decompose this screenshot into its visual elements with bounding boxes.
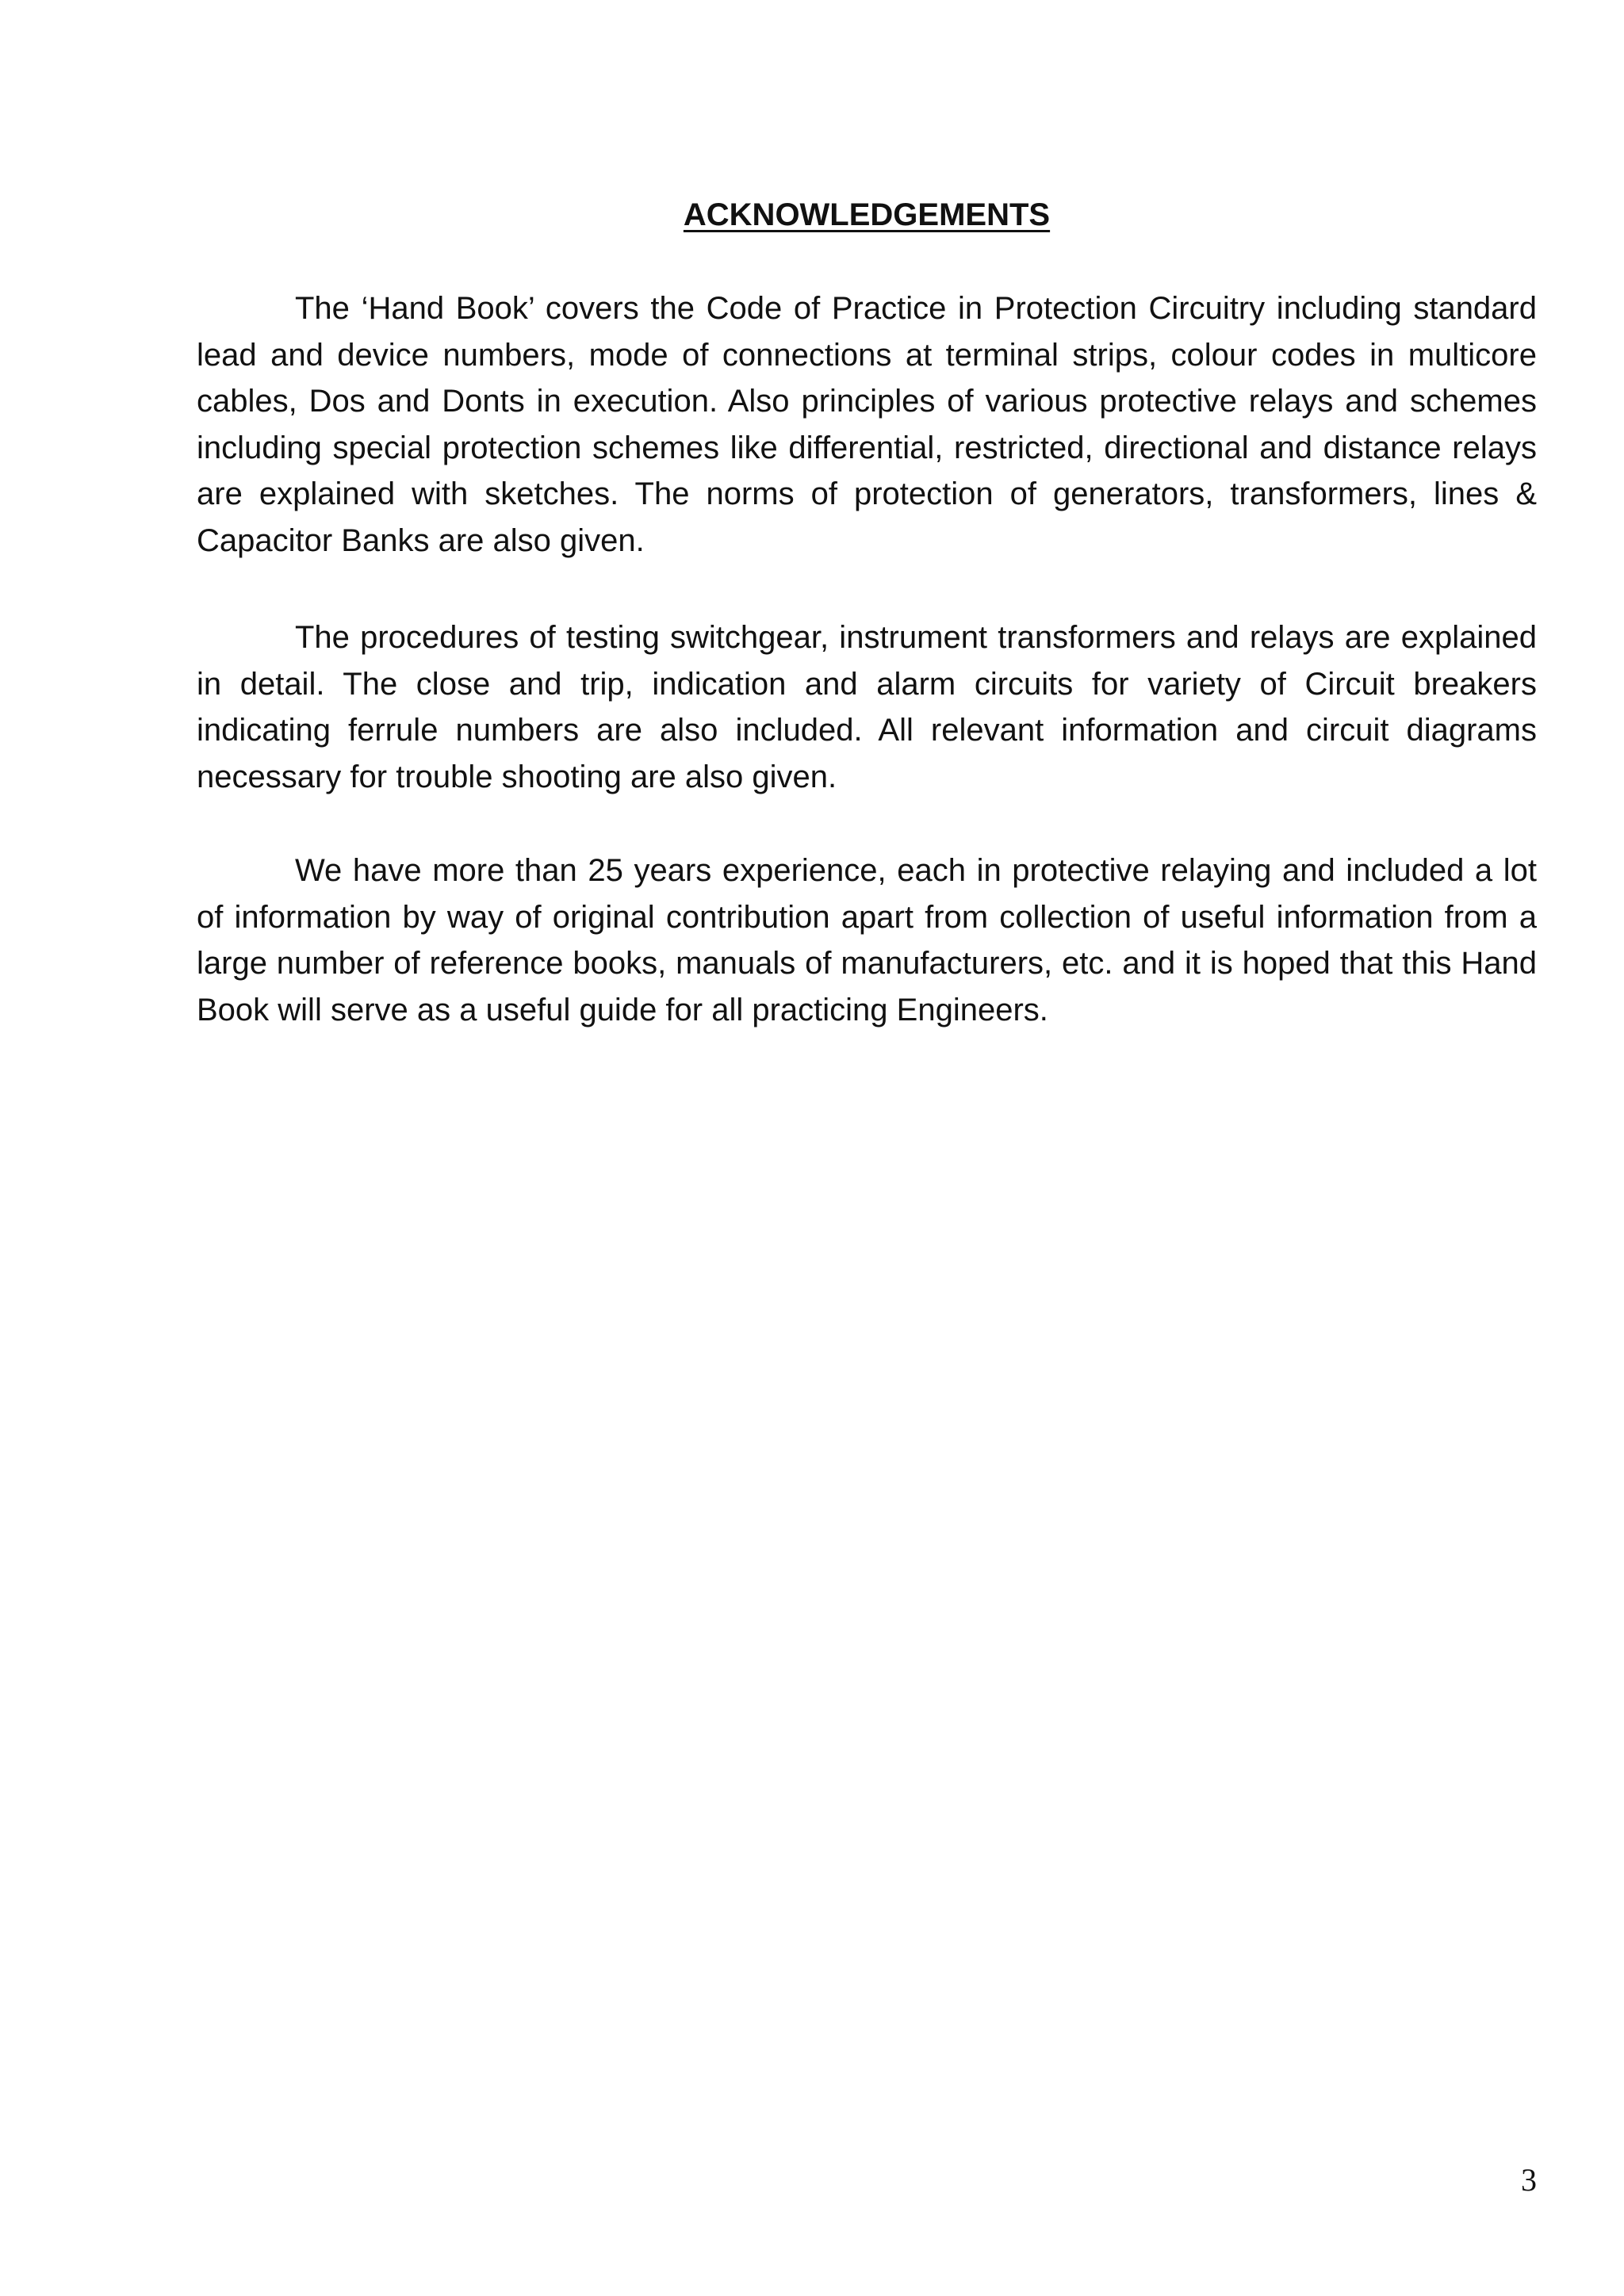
paragraph-testing-procedures: The procedures of testing switchgear, instrument transformers and relays are explained in detail. The close and trip, indication and alarm circuits for variety of Circuit breakers indicating ferrule numbers are also included. All relevant information and circuit diagrams necessary for trouble shooting are also given. xyxy=(197,620,1537,794)
paragraph-hand-book-overview: The ‘Hand Book’ covers the Code of Practice in Protection Circuitry including standard lead and device numbers, mode of connections at terminal strips, colour codes in multicore cables, Dos and Donts in execution. Also principles of various protective relays and schemes including special protection schemes like differential, restricted, directional and distance relays are explained with sketches. The norms of protection of generators, transformers, lines & Capacitor Banks are also given. xyxy=(197,291,1537,558)
page-heading: ACKNOWLEDGEMENTS xyxy=(683,197,1051,232)
page-number: 3 xyxy=(1521,2162,1537,2198)
paragraph-experience: We have more than 25 years experience, each in protective relaying and included a lot of information by way of original contribution apart from collection of useful information from a large number of reference books, manuals of manufacturers, etc. and it is hoped that this Hand Book will serve as a useful guide for all practicing Engineers. xyxy=(197,853,1537,1027)
